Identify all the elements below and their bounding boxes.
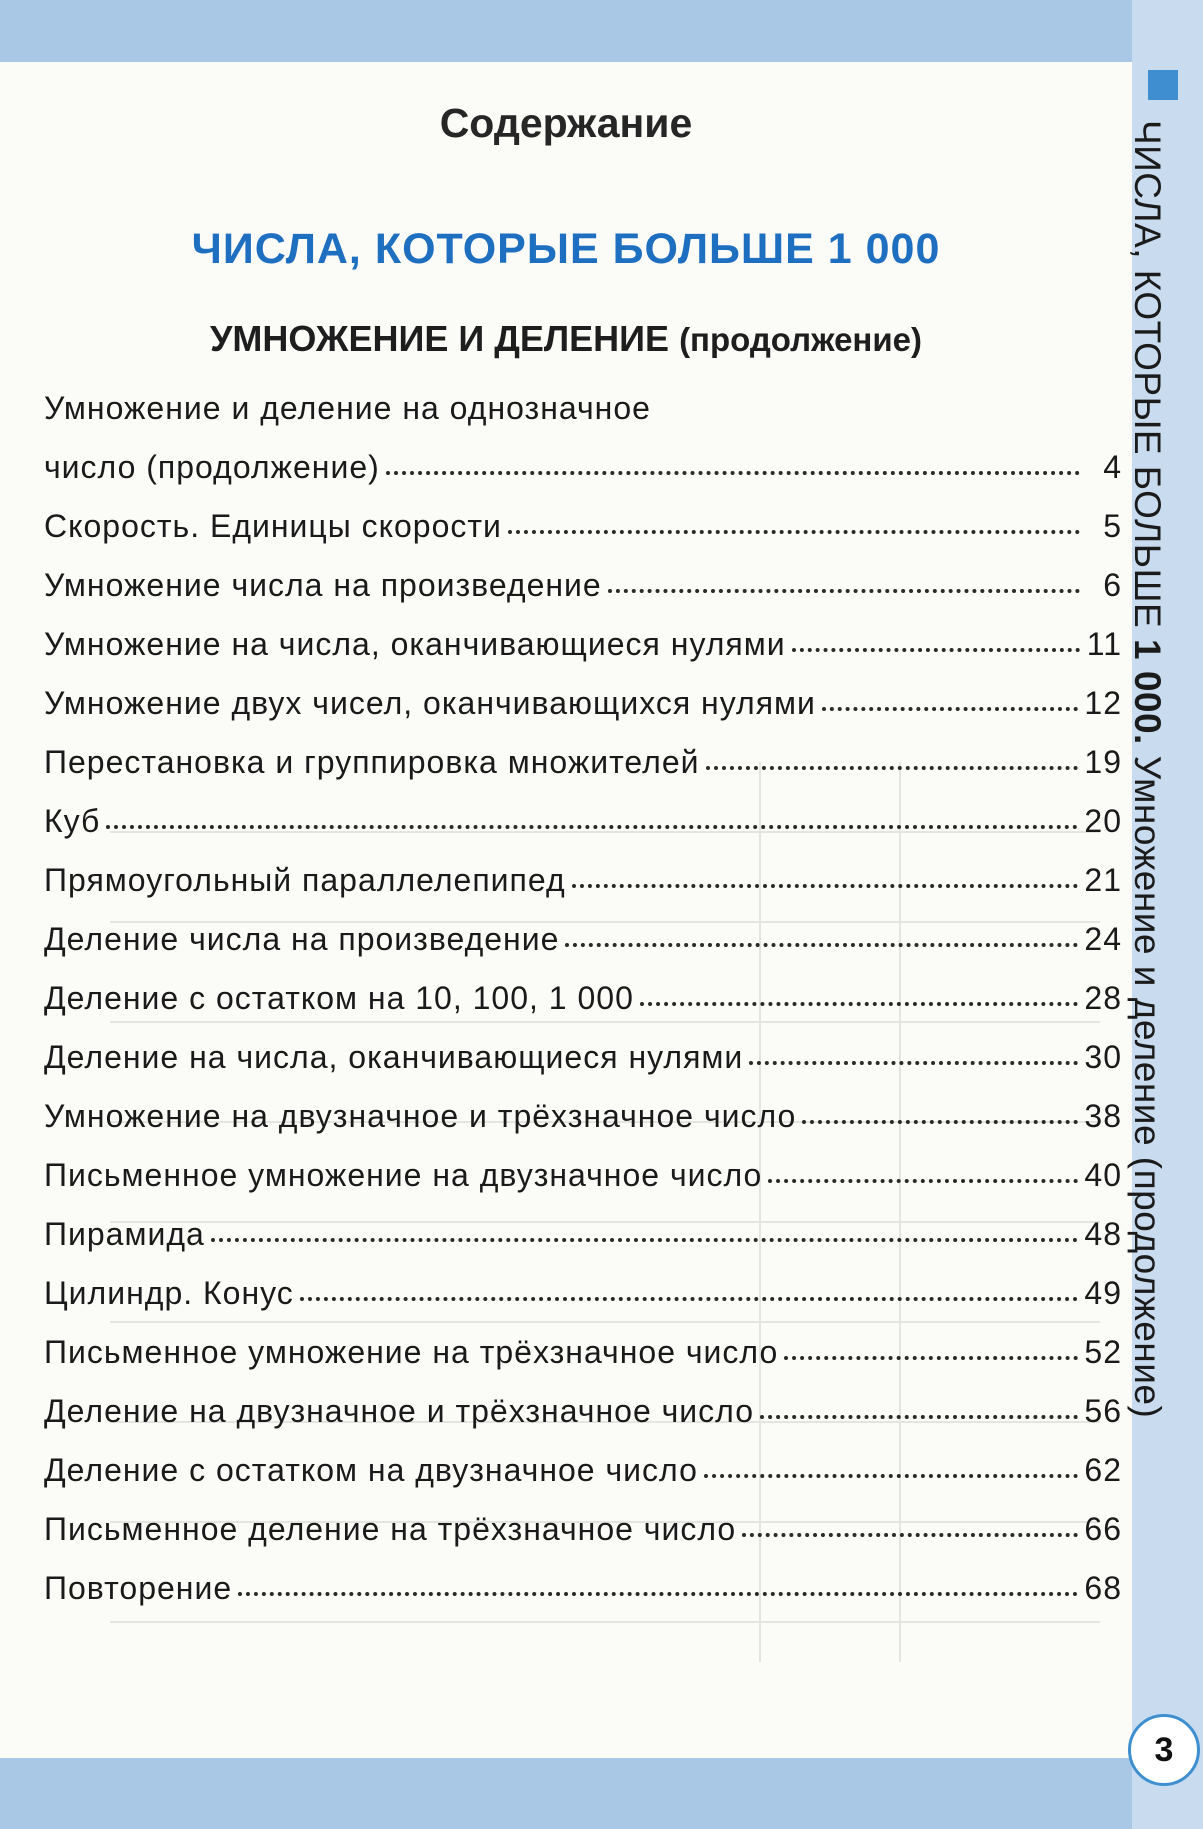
toc-dot-leader — [742, 1533, 1078, 1537]
toc-dot-leader — [106, 825, 1078, 829]
side-tab-number: 1 000. — [1127, 638, 1168, 745]
toc-entry[interactable] — [44, 791, 1122, 850]
toc-page-number: 52 — [1084, 1334, 1122, 1370]
toc-entry-label: Пирамида — [44, 1216, 205, 1252]
toc-entry-row — [44, 1216, 1122, 1253]
toc-entry[interactable] — [44, 968, 1122, 1027]
toc-entry-row — [44, 626, 1122, 663]
toc-dot-leader — [508, 530, 1080, 534]
toc-entry-label: Письменное деление на трёхзначное число — [44, 1511, 737, 1547]
toc-entry-row — [44, 921, 1122, 958]
toc-entry-label: Куб — [44, 803, 101, 839]
toc-page-number: 28 — [1084, 980, 1122, 1016]
side-tab-title — [1126, 120, 1168, 1418]
toc-page-number: 66 — [1084, 1511, 1122, 1547]
toc-entry-label: Скорость. Единицы скорости — [44, 508, 502, 544]
toc-entry-label: Умножение двух чисел, оканчивающихся нулями — [44, 685, 816, 721]
toc-entry[interactable] — [44, 1499, 1122, 1558]
toc-page-number: 5 — [1103, 508, 1122, 544]
toc-dot-leader — [640, 1002, 1079, 1006]
toc-page-number: 48 — [1084, 1216, 1122, 1252]
toc-entry-label: Деление с остатком на двузначное число — [44, 1452, 698, 1488]
toc-page-number: 6 — [1103, 567, 1122, 603]
toc-entry-label: Цилиндр. Конус — [44, 1275, 294, 1311]
side-tab-part1: ЧИСЛА, КОТОРЫЕ БОЛЬШЕ — [1127, 120, 1168, 639]
toc-page-number: 68 — [1084, 1570, 1122, 1606]
toc-page-number: 11 — [1086, 626, 1122, 662]
toc-entry-row — [44, 449, 1122, 486]
toc-dot-leader — [565, 943, 1078, 947]
toc-dot-leader — [784, 1356, 1078, 1360]
toc-entry-row — [44, 1452, 1122, 1489]
section-title: ЧИСЛА, КОТОРЫЕ БОЛЬШЕ 1 000 — [191, 225, 941, 273]
toc-dot-leader — [749, 1061, 1078, 1065]
toc-page-number: 21 — [1084, 862, 1122, 898]
toc-entry[interactable] — [44, 1145, 1122, 1204]
toc-page-number: 24 — [1084, 921, 1122, 957]
toc-page-number: 12 — [1084, 685, 1122, 721]
toc-entry[interactable] — [44, 1381, 1122, 1440]
toc-page-number: 56 — [1084, 1393, 1122, 1429]
toc-entry-label-line1: Умножение и деление на однозначное — [44, 390, 651, 426]
toc-entry[interactable] — [44, 909, 1122, 968]
toc-entry[interactable] — [44, 1204, 1122, 1263]
toc-entry-row — [44, 1570, 1122, 1607]
toc-entry-row — [44, 1157, 1122, 1194]
toc-entry-row — [44, 508, 1122, 545]
toc-entry-label: Письменное умножение на двузначное число — [44, 1157, 763, 1193]
toc-dot-leader — [706, 766, 1079, 770]
toc-entry-label: Повторение — [44, 1570, 233, 1606]
toc-entry[interactable] — [44, 1558, 1122, 1617]
toc-entry-label: Деление с остатком на 10, 100, 1 000 — [44, 980, 634, 1016]
toc-page-number: 4 — [1103, 449, 1122, 485]
toc-dot-leader — [238, 1592, 1078, 1596]
toc-entry-row — [44, 1393, 1122, 1430]
toc-entry[interactable] — [44, 1322, 1122, 1381]
toc-entry[interactable] — [44, 1440, 1122, 1499]
toc-entry-label: Умножение на числа, оканчивающиеся нулями — [44, 626, 786, 662]
toc-entry[interactable] — [44, 1027, 1122, 1086]
contents-title: Содержание — [439, 100, 693, 146]
table-of-contents — [44, 390, 1122, 1617]
toc-dot-leader — [572, 884, 1079, 888]
subsection-note: (продолжение) — [679, 321, 922, 358]
toc-entry-label: Умножение числа на произведение — [44, 567, 602, 603]
subsection-main: УМНОЖЕНИЕ И ДЕЛЕНИЕ — [210, 318, 670, 359]
toc-entry-label: Деление на числа, оканчивающиеся нулями — [44, 1039, 744, 1075]
toc-page-number: 38 — [1084, 1098, 1122, 1134]
toc-dot-leader — [792, 648, 1080, 652]
toc-entry-row — [44, 744, 1122, 781]
toc-entry[interactable] — [44, 1263, 1122, 1322]
toc-entry-row — [44, 862, 1122, 899]
toc-page-number: 40 — [1084, 1157, 1122, 1193]
side-tab-marker-icon — [1148, 70, 1178, 100]
toc-entry[interactable] — [44, 614, 1122, 673]
toc-page-number: 30 — [1084, 1039, 1122, 1075]
page-number: 3 — [1128, 1714, 1200, 1786]
toc-entry[interactable] — [44, 555, 1122, 614]
toc-entry[interactable] — [44, 496, 1122, 555]
toc-dot-leader — [608, 589, 1080, 593]
toc-entry-row — [44, 803, 1122, 840]
toc-entry-row — [44, 980, 1122, 1017]
top-background-band — [0, 0, 1203, 62]
toc-dot-leader — [822, 707, 1079, 711]
toc-entry-label: Деление числа на произведение — [44, 921, 560, 957]
toc-dot-leader — [802, 1120, 1078, 1124]
toc-entry-label: Умножение на двузначное и трёхзначное число — [44, 1098, 797, 1134]
toc-entry-row — [44, 1039, 1122, 1076]
toc-dot-leader — [211, 1238, 1079, 1242]
toc-page-number: 20 — [1084, 803, 1122, 839]
toc-entry-row — [44, 1511, 1122, 1548]
toc-page-number: 49 — [1084, 1275, 1122, 1311]
toc-entry[interactable] — [44, 732, 1122, 791]
toc-entry-label: Деление на двузначное и трёхзначное число — [44, 1393, 754, 1429]
toc-dot-leader — [760, 1415, 1078, 1419]
toc-entry[interactable] — [44, 673, 1122, 732]
toc-dot-leader — [386, 471, 1080, 475]
toc-entry[interactable] — [44, 1086, 1122, 1145]
toc-entry-label: Перестановка и группировка множителей — [44, 744, 700, 780]
toc-dot-leader — [300, 1297, 1079, 1301]
toc-page-number: 19 — [1084, 744, 1122, 780]
toc-entry[interactable] — [44, 390, 1122, 496]
toc-entry-label: число (продолжение) — [44, 449, 380, 485]
toc-entry-row — [44, 1275, 1122, 1312]
toc-entry-row — [44, 1098, 1122, 1135]
toc-entry-row — [44, 685, 1122, 722]
toc-entry-row — [44, 567, 1122, 604]
bottom-background-band — [0, 1758, 1203, 1829]
toc-page-number: 62 — [1084, 1452, 1122, 1488]
toc-entry-label: Письменное умножение на трёхзначное число — [44, 1334, 779, 1370]
side-tab-part2: Умножение и деление (продолжение) — [1127, 744, 1168, 1419]
toc-entry-label: Прямоугольный параллелепипед — [44, 862, 566, 898]
toc-dot-leader — [704, 1474, 1079, 1478]
subsection-title — [0, 318, 1132, 360]
toc-entry[interactable] — [44, 850, 1122, 909]
toc-entry-row — [44, 1334, 1122, 1371]
toc-dot-leader — [768, 1179, 1078, 1183]
